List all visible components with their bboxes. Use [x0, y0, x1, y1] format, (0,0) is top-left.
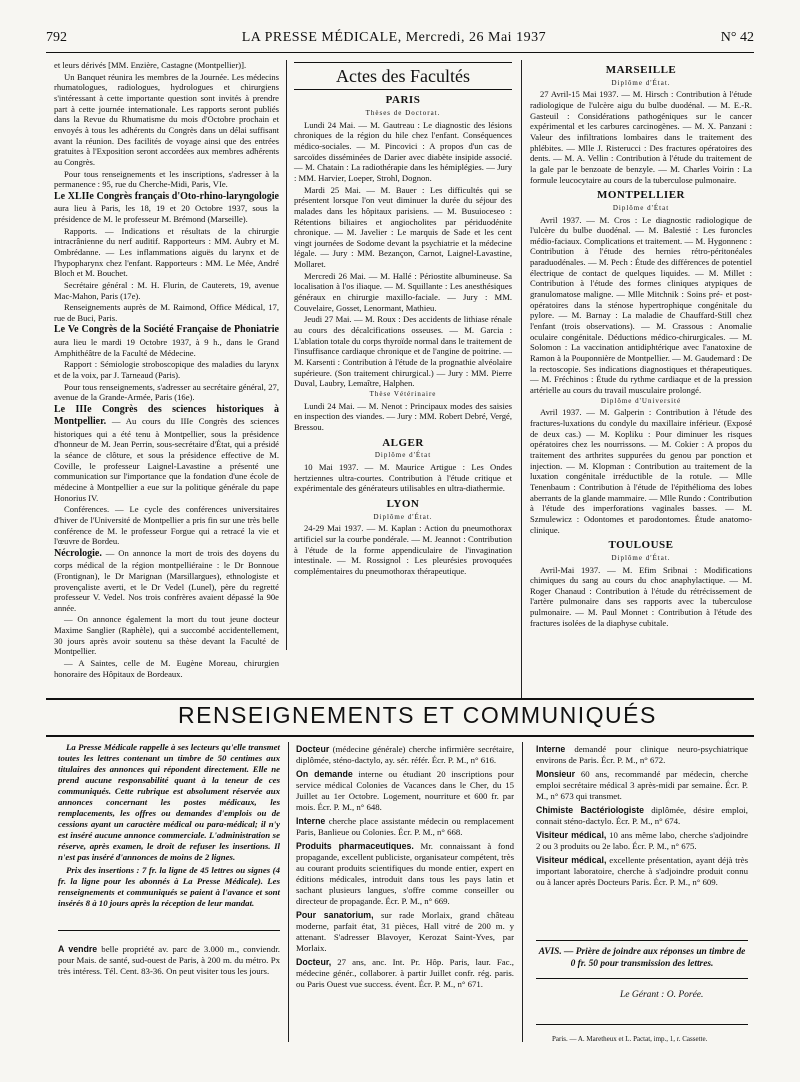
ad-text: belle propriété av. parc de 3.000 m., conviendr. pour Mais. de santé, sud-ouest de Paris, à 200 m. du métro. Px très intéress. Tél. Cent. 83-36. On peut visiter tous les jours. [58, 944, 280, 976]
section-rule [46, 735, 754, 737]
subheading: Thèse Vétérinaire [369, 390, 437, 399]
congress-title: Le Ve Congrès de la Société Française de Phoniatrie [54, 324, 279, 336]
journal-title: LA PRESSE MÉDICALE, Mercredi, 26 Mai 1937 [241, 30, 547, 45]
ad-text: cherche place assistante médecin ou remplacement Paris, Banlieue ou Colonies. Écr. P. M., n° 668. [296, 815, 514, 837]
ad-keyword: Monsieur [536, 768, 576, 779]
ad-keyword: A vendre [58, 944, 98, 954]
classified-ads-col3 [536, 744, 748, 891]
page-number: 792 [46, 30, 67, 45]
classified-ads-col2 [296, 744, 514, 993]
thesis-entry: Lundi 24 Mai. — M. Gautreau : Le diagnostic des lésions chroniques de la région du hile chez l'enfant. Conséquences médico-sociales. — M. Pincovici : A propos d'un cas de sarcoïdes disséminées de Darier avec diabète insipide associé. — M. Chatain : La radiothérapie dans les hémiplégies. — Jury : MM. Harvier, Loeper, Strohl, Dognon. [294, 119, 512, 183]
paragraph: Conférences. — Le cycle des conférences universitaires d'hiver de l'Université de Montpellier a pris fin sur une très belle conférence de M. le professeur Forgue qui a retracé la vie et l'œuvre de Bordeu. [54, 504, 279, 547]
thesis-entry: Jeudi 27 Mai. — M. Roux : Des accidents de lithiase rénale au cours des décalcifications osseuses. — M. Garcia : L'ablation totale du corps thyroïde normal dans le traitement de l'insuffisance cardiaque chronique et de l'angine de poitrine. — M. Karsenti : Contribution à l'étude de la prognathie alvéolaire supérieure. (Son traitement chirurgical.) — Jury : MM. Pierre Duval, Laubry, Lemaître, Halphen. [294, 314, 512, 389]
subheading: Diplôme d'Université [600, 396, 682, 405]
ad-text: 10 ans même labo, cherche s'adjoindre 2 ou 3 produits ou 2e labo. Écr. P. M., n° 675. [536, 829, 748, 851]
ad-keyword: Visiteur médical, [536, 829, 607, 840]
city-heading: ALGER [382, 436, 424, 449]
paragraph: aura lieu à Paris, les 18, 19 et 20 Octobre 1937, sous la présidence de M. le professeur M. Brémond (Marseille). [54, 203, 279, 224]
thesis-entry: 10 Mai 1937. — M. Maurice Artigue : Les Ondes hertziennes ultra-courtes. Contribution à l'étude critique et expérimentale des générateurs utilisables en ultra-diathermie. [294, 461, 512, 494]
notice-box [58, 742, 280, 911]
ad-text: demandé pour clinique neuro-psychiatrique environs de Paris. Écr. P. M., n° 672. [536, 744, 748, 765]
ad-text: excellente présentation, ayant déjà très important laboratoire, cherche à s'adjoindre produit connu ou à lancer après Docteurs Paris. Écr. P. M., n° 609. [536, 854, 748, 887]
congress-title: Le IIIe Congrès des sciences historiques à Montpellier. [54, 403, 279, 428]
subheading: Diplôme d'État. [611, 78, 671, 87]
classified-ads-col1 [58, 944, 280, 980]
necrology-title: Nécrologie. [54, 547, 102, 559]
subheading: Diplôme d'État [374, 451, 432, 460]
ad-keyword: Produits pharmaceutiques. [296, 840, 414, 851]
subheading: Diplôme d'État [612, 203, 670, 212]
section-rule [46, 698, 754, 700]
congress-title: Le XLIIe Congrès français d'Oto-rhino-laryngologie [54, 190, 279, 202]
thesis-entry: Avril 1937. — M. Cros : Le diagnostic radiologique de l'ulcère du bulbe duodénal. — M. Balestié : Les furoncles médio-faciaux. Complications et traitement. — M. Hygonnenc : Contribution à l'étude des hernies rétro-péritonéales paraduodénales. — M. Pech : Étude des différences de potentiel électrique de contact de quelques liquides. — M. Millet : Contribution à l'étude des formes cliniques atypiques de granulomatose maligne. — Mlle Mitchnik : Soins pré- et post-opératoires dans la sténose hypertrophique congénitale du pylore. — M. Barnay : La maladie de Chauffard-Still chez l'enfant (trois observations). — M. Crassous : Anomalie oculaire congénitale. Déductions médico-chirurgicales. — M. Solomon : La vaccination antidiphtérique avec l'anatoxine de Ramon à la Pouponnière de Montpellier. — M. Gaudemard : De la rectoscopie. Ses indications diagnostiques et thérapeutiques. — M. Fréchinos : Étude du rythme cardiaque et de la pression artérielle au cours du travail musculaire prolongé. [530, 214, 752, 395]
city-heading: TOULOUSE [608, 539, 674, 552]
thesis-entry: Avril-Mai 1937. — M. Efim Sribnai : Modifications chimiques du sang au cours du choc anaphylactique. — M. Roger Chanaud : Contribution à l'étude du rétrécissement de l'artère pulmonaire dans ses rapports avec la tuberculose pulmonaire. — M. Paul Monnet : Contribution à l'étude des fractures isolées de la diaphyse cubitale. [530, 564, 752, 628]
ad-text: 60 ans, recommandé par médecin, cherche emploi secrétaire médical 3 après-midi par semaine. Écr. P. M., n° 673 qui transmet. [536, 768, 748, 801]
ad-text: interne ou étudiant 20 inscriptions pour service médical Colonies de Vacances dans le Cher, du 15 Juillet au 1er Octobre. Logement, nourriture et 600 fr. par mois. Écr. P. M., n° 648. [296, 768, 515, 812]
paragraph: — Au cours du IIIe Congrès des sciences historiques qui a été tenu à Montpellier, sous la présidence d'honneur de M. Jean Perrin, sous-secrétaire d'État, qui a présidé la séance de clôture, et sous la présidence effective de M. Coville, le professeur Laignel-Lavastine a présenté une communication sur l'importance que la fondation d'une école de médecine à Montpellier a eue sur la politique générale du pape Honorius IV. [54, 416, 280, 503]
notice-rule [58, 930, 280, 931]
notice-rule [536, 1024, 748, 1025]
notice-rule [536, 940, 748, 941]
paragraph: aura lieu le mardi 19 Octobre 1937, à 9 h., dans le Grand Amphithéâtre de la Faculté de Médecine. [54, 336, 279, 358]
communiques-title: RENSEIGNEMENTS ET COMMUNIQUÉS [178, 702, 657, 728]
subheading: Diplôme d'État. [611, 553, 671, 562]
paragraph: Rapports. — Indications et résultats de la chirurgie intracrânienne du nerf auditif. Rapporteurs : MM. Aubry et M. Ombrédanne. — Les inflammations aiguës du larynx et de l'hypopharynx chez l'enfant. Rapporteurs : MM. Le Mée, André Bloch et M. Bouchet. [54, 225, 279, 279]
ad-text: Mr. connaissant à fond propagande, excellent publiciste, organisateur compétent, très au courant produits scientifiques du monde entier, expert en éditions médicales, introduit dans tous les pays latin et sachant plusieurs langues, s'offre comme conseiller ou directeur de propagande. Écr. P. M., n° 669. [296, 840, 514, 906]
paragraph: Renseignements auprès de M. Raimond, Office Médical, 17, rue de Buci, Paris. [54, 302, 279, 323]
ad-keyword: Chimiste Bactériologiste [536, 804, 645, 815]
gerant-signature: Le Gérant : O. Porée. [620, 990, 704, 1000]
ad-keyword: On demande [296, 768, 353, 779]
thesis-entry: 24-29 Mai 1937. — M. Kaplan : Action du pneumothorax artificiel sur la courbe pondérale. — M. Jeannot : Contribution à l'étude de la forme appendiculaire de l'invagination intestinale. — M. Rossignol : Les pleurésies provoquées complémentaires du pneumothorax thérapeutique. [294, 523, 512, 576]
thesis-entry: Mercredi 26 Mai. — M. Hallé : Périostite albumineuse. Sa localisation à l'os iliaque. — M. Squillante : Les anesthésiques généraux en chirurgie maxillo-faciale. — Jury : MM. Couvelaire, Gosset, Lenormant, Mathieu. [294, 270, 512, 313]
thesis-entry: Lundi 24 Mai. — M. Nenot : Principaux modes des saisies en inspection des viandes. — Jury : MM. Robert Debré, Vergé, Bressou. [294, 400, 512, 432]
printer-line: Paris. — A. Maretheux et L. Pactat, imp., 1, r. Cassette. [552, 1035, 708, 1043]
ad-keyword: Docteur, [296, 956, 332, 967]
ad-keyword: Interne [536, 744, 566, 754]
issue-number: N° 42 [720, 30, 754, 45]
column-divider [286, 60, 287, 650]
paragraph: Rapport : Sémiologie stroboscopique des maladies du larynx et de la voix, par J. Tarneaud (Paris). [54, 359, 279, 380]
paragraph: Pour tous renseignements, s'adresser au secrétaire général, 27, avenue de la Grande-Armée, Paris (16e). [54, 381, 279, 403]
notice-rule [536, 978, 748, 979]
ad-keyword: Pour sanatorium, [296, 909, 374, 920]
faculty-acts-column [294, 60, 512, 650]
ad-keyword: Interne [296, 815, 326, 826]
faculty-acts-column-2 [530, 60, 752, 700]
thesis-entry: 27 Avril-15 Mai 1937. — M. Hirsch : Contribution à l'étude radiologique de l'ulcère aigu du bulbe duodénal. — M. E.-R. Gasteuil : Considérations pathogéniques sur le cancer expérimental et les carbures carcinogènes. — M. X. Panzani : Valeur des infiltrations lombaires dans le traitement des phlébites. — Mlle J. Risterucci : Des fractures opératoires des dents. — M. A. Vellin : Contribution à l'étude du traitement de la gale par le benzoate de benzyle. — M. Charles Voirin : La formule leucocytaire au cours de la tuberculose pulmonaire. [530, 89, 752, 185]
city-heading: MONTPELLIER [596, 189, 685, 202]
column-divider [521, 60, 522, 700]
thesis-entry: Avril 1937. — M. Galperin : Contribution à l'étude des fractures-luxations du condyle du maxillaire inférieur. (Exposé de deux cas.) — M. Kopliku : Pour diminuer les risques opératoires chez les nourrissons. — M. Cokier : A propos du traitement des arthrites suppurées du genou par ponction et injection. — M. Klopman : Contribution au traitement de la luxation congénitale irréductible de la rotule. — Mlle Tenenbaum : Contribution à l'étude de l'épithélioma des lobes aberrants de la glande mammaire. — Mlle Rundo : Contribution à l'étude des imperforations vaginales basses. — M. Szmulewicz : Odontomes et parodontomes. Étude anatomo-clinique. [530, 407, 752, 535]
notice-text: Prix des insertions : 7 fr. la ligne de 45 lettres ou signes (4 fr. la ligne pour les abonnés à La Presse Médicale). Les renseignements et communiqués se paient à l'avance et sont insérés 8 à 10 jours après la réception de leur mandat. [58, 864, 280, 908]
paragraph: — A Saintes, celle de M. Eugène Moreau, chirurgien honoraire des Hôpitaux de Bordeaux. [54, 658, 279, 679]
paragraph: Un Banquet réunira les membres de la Journée. Les médecins rhumatologues, radiologues, hydrologues et chirurgiens s'intéressant à cette importante question sont invités à prendre part à cette journée internationale. Les rapports seront publiés dans la Revue du Rhumatisme du mois d'Octobre prochain et envoyés à tous les adhérents du Congrès dans un délai suffisant avant la réunion. Des facilités de voyage ainsi que des entrées gratuites à l'Exposition seront accordées aux membres adhérents au Congrès. [54, 71, 279, 167]
column-divider [288, 742, 289, 1042]
ad-text: sur rade Morlaix, grand château moderne, parfait état, 31 pièces, Hall vitré de 200 m. y attenant. S'adresser Blavoyer, Kerozat Saint-Yves, par Morlaix. [296, 909, 514, 953]
paragraph: Secrétaire général : M. H. Flurin, de Cauterets, 19, avenue Mac-Mahon, Paris (17e). [54, 279, 279, 301]
paragraph: — On annonce la mort de trois des doyens du corps médical de la région montpelliéraine : le Dr Bonnoue (Frontignan), le Dr Marignan (Marsillargues), ethnologiste et provençaliste averti, et le Dr Vedel (Lunel), père du regretté professeur V. Vedel. Nos trois confrères avaient dépassé la 90e année. [54, 547, 279, 613]
ad-text: (médecine générale) cherche infirmière secrétaire, diplômée, sténo-dactylo, ay. sér. référ. Écr. P. M., n° 616. [296, 744, 514, 765]
avis-notice: AVIS. — Prière de joindre aux réponses un timbre de 0 fr. 50 pour transmission des lettres. [538, 947, 746, 969]
ad-keyword: Docteur [296, 744, 330, 754]
thesis-entry: Mardi 25 Mai. — M. Bauer : Les difficultés qui se présentent lorsque l'on veut diminuer la durée du séjour des malades dans les hôpitaux parisiens. — M. Busuioceseo : Rétentions biliaires et angiocholites par périduodénite chronique. — M. Javelier : Le marquis de Sade et les cent vingt journées de Sodome devant la psychiatrie et la médecine légale. — Jury : MM. Bezançon, Carnot, Laignel-Lavastine, Mollaret. [294, 184, 512, 270]
paragraph: — On annonce également la mort du tout jeune docteur Maxime Sanglier (Raphèle), qui a succombé accidentellement, 30 jours après avoir soutenu sa thèse devant la Faculté de Montpellier. [54, 614, 279, 657]
ad-text: diplômée, désire emploi, connait sténo-dactylo. Écr. P. M., n° 674. [536, 804, 748, 826]
city-heading: PARIS [385, 94, 421, 107]
city-heading: MARSEILLE [605, 64, 677, 76]
paragraph: Pour tous renseignements et les inscriptions, s'adresser à la permanence : 95, rue du Cherche-Midi, Paris, VIe. [54, 168, 279, 190]
notice-text: La Presse Médicale rappelle à ses lecteurs qu'elle transmet toutes les lettres contenant un timbre de 50 centimes aux titulaires des annonces qui répondent directement. Elle ne prend aucune responsabilité quant à la teneur de ces communiqués. Cette rubrique est absolument réservée aux annonces concernant les postes médicaux, les remplacements, les offres ou demandes d'emplois ou de cessions ayant un caractère médical ou para-médical; il n'y est inséré aucune annonce commerciale. L'administration se réserve, après examen, le droit de refuser les insertions. Il n'est pas inséré d'annonces de moins de 2 lignes. [58, 742, 280, 862]
ad-keyword: Visiteur médical, [536, 854, 607, 865]
column-divider [522, 742, 523, 1042]
ad-text: 27 ans, anc. Int. Pr. Hôp. Paris, laur. Fac., médecine génér., collaborer. à partir Juillet confr. rég. paris. ou Paris Ouest vue success. évent. Écr. P. M., n° 671. [296, 956, 514, 989]
page-header [46, 30, 754, 53]
subheading: Thèses de Doctorat. [365, 108, 441, 117]
subheading: Diplôme d'État. [373, 512, 433, 521]
congress-news-column [54, 60, 280, 679]
city-heading: LYON [386, 497, 420, 510]
section-title: Actes des Facultés [294, 62, 512, 90]
paragraph: et leurs dérivés [MM. Enzière, Castagne (Montpellier)]. [54, 60, 247, 70]
